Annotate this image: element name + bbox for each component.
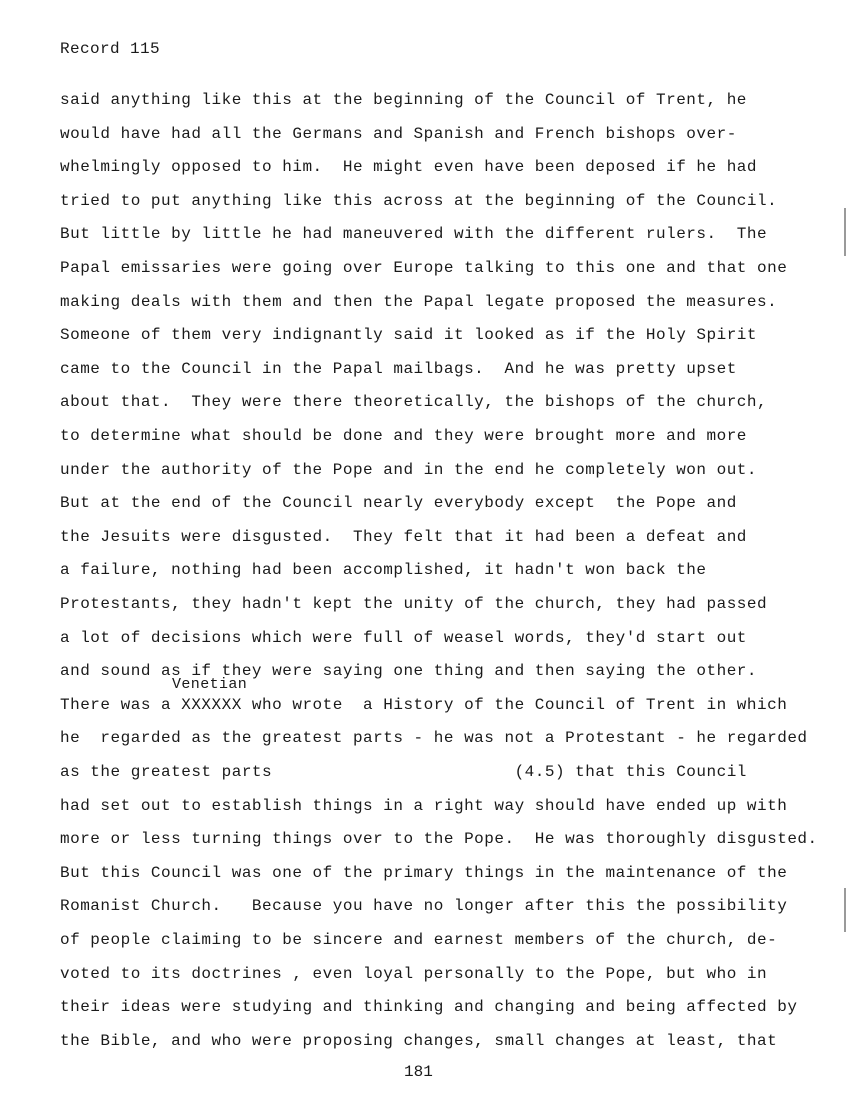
text-line: had set out to establish things in a right way should have ended up with (60, 796, 788, 815)
text-line: tried to put anything like this across at the beginning of the Council. (60, 191, 778, 210)
text-line: making deals with them and then the Papal legate proposed the measures. (60, 292, 778, 311)
text-line: as the greatest parts (4.5) that this Council (60, 763, 747, 781)
text-line: their ideas were studying and thinking and changing and being affected by (60, 998, 798, 1017)
page-number: 181 (404, 1063, 433, 1081)
text-line: came to the Council in the Papal mailbags. And he was pretty upset (60, 359, 737, 378)
text-line: and sound as if they were saying one thing and then saying the other. (60, 662, 758, 681)
text-line: of people claiming to be sincere and earnest members of the church, de- (60, 931, 778, 949)
text-line: But little by little he had maneuvered with the different rulers. The (60, 225, 768, 244)
text-line: voted to its doctrines , even loyal personally to the Pope, but who in (60, 964, 768, 983)
text-line: Papal emissaries were going over Europe talking to this one and that one (60, 259, 788, 277)
text-line: a failure, nothing had been accomplished, it hadn't won back the (60, 561, 707, 580)
text-line: to determine what should be done and they were brought more and more (60, 427, 747, 445)
text-line: about that. They were there theoretically, the bishops of the church, (60, 393, 768, 412)
text-line: the Bible, and who were proposing changes, small changes at least, that (60, 1031, 778, 1050)
text-line: more or less turning things over to the Pope. He was thoroughly disgusted. (60, 830, 818, 849)
text-line: Romanist Church. Because you have no longer after this the possibility (60, 897, 788, 916)
text-line: a lot of decisions which were full of weasel words, they'd start out (60, 628, 747, 647)
record-header: Record 115 (60, 40, 161, 58)
text-line: There was a XXXXXX who wrote a History of the Council of Trent in which (60, 695, 788, 714)
text-line: But at the end of the Council nearly everybody except the Pope and (60, 494, 737, 513)
text-line: whelmingly opposed to him. He might even have been deposed if he had (60, 158, 758, 177)
text-line: would have had all the Germans and Spanish and French bishops over- (60, 124, 737, 143)
interlinear-insertion: Venetian (172, 676, 248, 693)
text-line: But this Council was one of the primary things in the maintenance of the (60, 863, 788, 882)
text-line: under the authority of the Pope and in the end he completely won out. (60, 460, 758, 479)
text-line: Protestants, they hadn't kept the unity of the church, they had passed (60, 595, 768, 613)
text-line: Someone of them very indignantly said it looked as if the Holy Spirit (60, 326, 758, 345)
text-line: said anything like this at the beginning of the Council of Trent, he (60, 91, 747, 109)
text-line: he regarded as the greatest parts - he was not a Protestant - he regarded (60, 729, 808, 748)
text-line: the Jesuits were disgusted. They felt that it had been a defeat and (60, 527, 747, 546)
